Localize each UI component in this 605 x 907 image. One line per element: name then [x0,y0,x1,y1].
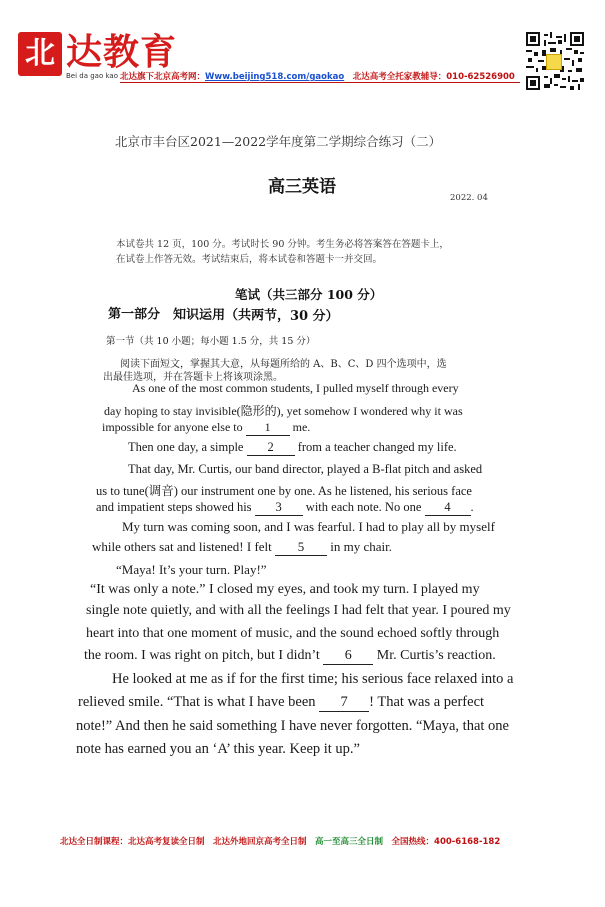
footer-banner [60,835,500,847]
exam-title: 北京市丰台区2021—2022学年度第二学期综合练习（二） [115,134,442,149]
subpart-title: 第一节（共 10 小题；每小题 1.5 分，共 15 分） [106,336,316,347]
footer-grades: 高一至高三全日制 [306,837,384,847]
passage-line [92,539,392,556]
blank-6: 6 [323,648,373,665]
footer-hotline: 全国热线：400-6168-182 [383,837,501,847]
blank-5: 5 [275,539,327,556]
passage-text: while others sat and listened! I felt [92,539,276,554]
passage-line: note has earned you an ‘A’ this year. Keep it up.” [76,741,360,757]
passage-line: As one of the most common students, I pulled myself through every [132,381,459,395]
header-divider [120,82,520,83]
passage-text: the room. I was right on pitch, but I didn’t [84,648,324,663]
blank-3: 3 [255,500,303,516]
logo-text: 达教育 [66,31,178,73]
header-info [120,70,515,82]
logo-mark: 北 [18,32,62,76]
logo-pinyin: Bei da gao kao [66,72,118,80]
qr-badge-icon [546,54,562,70]
passage-line [96,500,474,516]
passage-line: single note quietly, and with all the feelings I had felt that year. I poured my [86,603,511,618]
passage-text: with each note. No one [302,500,425,514]
instruction-line-2: 出最佳选项，并在答题卡上将该项涂黑。 [103,372,283,383]
header-info-suffix: 北达高考全托家教辅导：010-62526900 [352,72,515,82]
section-title: 笔试（共三部分 100 分） [235,287,383,302]
passage-text: impossible for anyone else to [102,420,246,434]
instruction-line-1: 阅读下面短文，掌握其大意，从每题所给的 A、B、C、D 四个选项中，选 [120,359,447,370]
part-title: 第一部分 知识运用（共两节，30 分） [107,306,339,325]
passage-line: That day, Mr. Curtis, our band director, played a B-flat pitch and asked [128,462,483,476]
header-url-link[interactable]: Www.beijing518.com/gaokao [205,72,345,82]
footer-courses: 北达全日制课程：北达高考复读全日制 北达外地回京高考全日制 [60,837,307,847]
header-info-prefix: 北达旗下北京高考网： [120,72,206,82]
subject-title: 高三英语 [268,177,336,197]
exam-note-line-2: 在试卷上作答无效。考试结束后，将本试卷和答题卡一并交回。 [116,254,383,265]
passage-line: “It was only a note.” I closed my eyes, and took my turn. I played my [90,582,480,597]
passage-text: from a teacher changed my life. [294,440,457,454]
passage-text: me. [289,420,311,434]
passage-line: note!” And then he said something I have never forgotten. “Maya, that one [76,718,509,734]
passage-line [128,440,457,456]
passage-text: ! That was a perfect [369,694,485,710]
exam-date: 2022. 04 [450,193,488,203]
passage-line [84,648,496,665]
passage-text: relieved smile. “That is what I have been [78,694,320,710]
passage-text: and impatient steps showed his [96,500,255,514]
passage-line: us to tune(调音) our instrument one by one. As he listened, his serious face [96,484,472,498]
blank-2: 2 [247,440,295,456]
passage-line: My turn was coming soon, and I was fearful. I had to play all by myself [122,519,495,534]
passage-text: Mr. Curtis’s reaction. [373,648,496,663]
blank-7: 7 [319,694,369,712]
passage-line: He looked at me as if for the first time; his serious face relaxed into a [112,671,514,687]
passage-text: . [470,500,474,514]
blank-1: 1 [246,420,290,436]
passage-text: Then one day, a simple [128,440,247,454]
passage-line: heart into that one moment of music, and the sound echoed softly through [86,626,500,641]
passage-line: day hoping to stay invisible(隐形的), yet somehow I wondered why it was [104,404,463,418]
passage-line [78,694,484,712]
blank-4: 4 [425,500,471,516]
exam-note-line-1: 本试卷共 12 页，100 分。考试时长 90 分钟。考生务必将答案答在答题卡上， [116,239,449,250]
passage-line: “Maya! It’s your turn. Play!” [116,562,267,577]
passage-line [102,420,310,436]
passage-text: in my chair. [327,539,393,554]
